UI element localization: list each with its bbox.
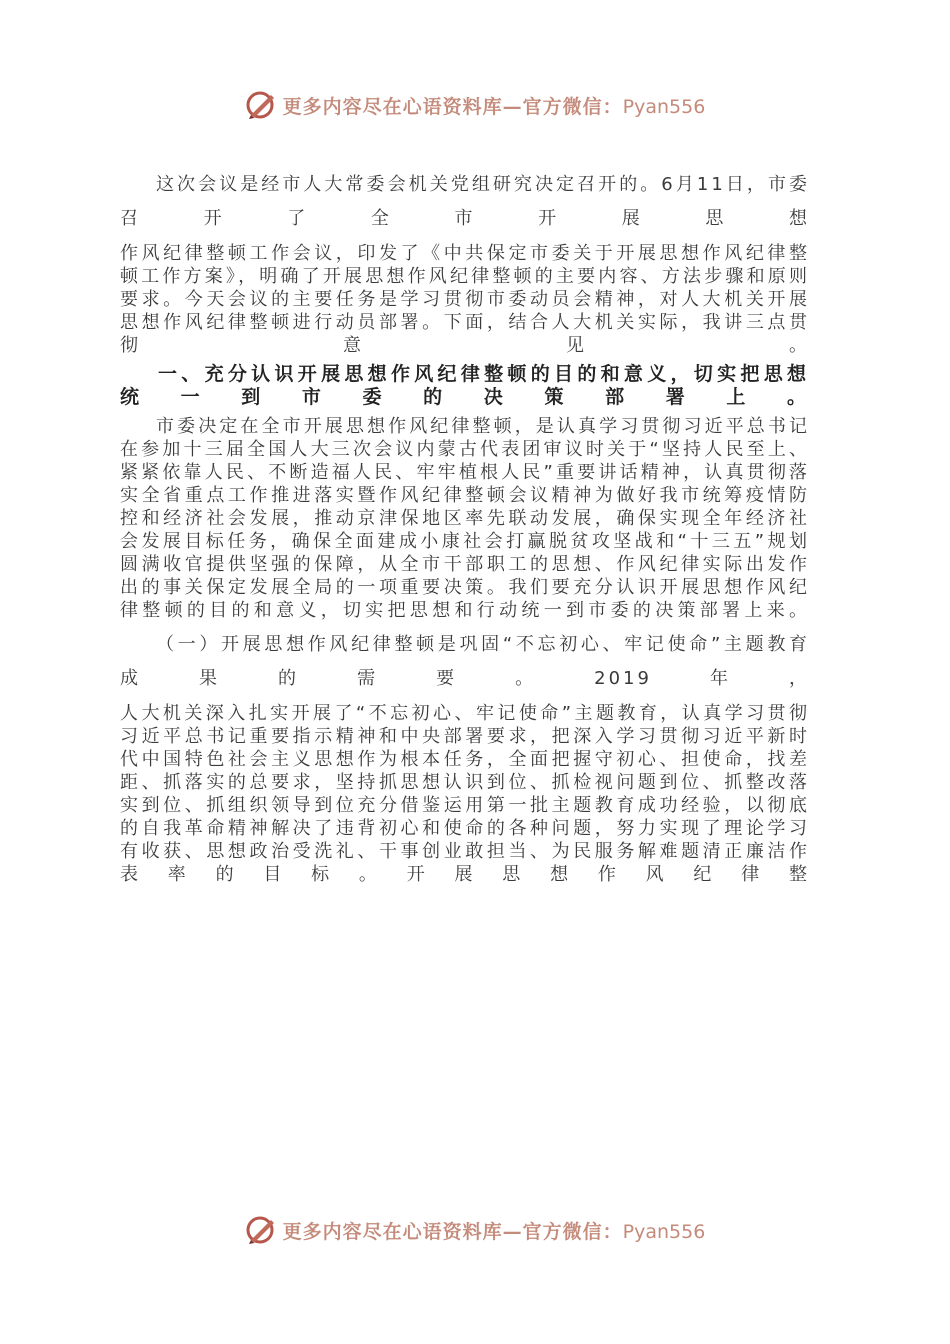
banner-slogan: 更多内容尽在心语资料库—官方微信： bbox=[282, 1220, 623, 1243]
banner-wechat-id: Pyan556 bbox=[622, 1220, 706, 1243]
pen-logo-icon bbox=[245, 1214, 277, 1246]
paragraph-subsection-1-lead: （一）开展思想作风纪律整顿是巩固“不忘初心、牢记使命”主题教育成果的需要。2019年， bbox=[120, 634, 810, 689]
paragraph-significance: 市委决定在全市开展思想作风纪律整顿，是认真学习贯彻习近平总书记在参加十三届全国人大三次会议内蒙古代表团审议时关于“坚持人民至上、紧紧依靠人民、不断造福人民、牢牢植根人民”重要讲话精神，认真贯彻落实全省重点工作推进落实暨作风纪律整顿会议精神为做好我市统筹疫情防控和经济社会发展，推动京津保地区率先联动发展，确保实现全年经济社会发展目标任务，确保全面建成小康社会打赢脱贫攻坚战和“十三五”规划圆满收官提供坚强的保障，从全市干部职工的思想、作风纪律实际出发作出的事关保定发展全局的一项重要决策。我们要充分认识开展思想作风纪律整顿的目的和意义，切实把思想和行动统一到市委的决策部署上来。 bbox=[120, 416, 810, 621]
banner-text bbox=[283, 92, 706, 119]
section-heading-1: 一、充分认识开展思想作风纪律整顿的目的和意义，切实把思想统一到市委的决策部署上。 bbox=[120, 363, 810, 408]
banner-slogan: 更多内容尽在心语资料库—官方微信： bbox=[282, 95, 623, 118]
banner-text bbox=[283, 1217, 706, 1244]
banner-wechat-id: Pyan556 bbox=[622, 95, 706, 118]
header-banner bbox=[0, 85, 950, 125]
document-body bbox=[120, 168, 810, 886]
paragraph-intro-lead: 这次会议是经市人大常委会机关党组研究决定召开的。6月11日，市委召开了全市开展思想 bbox=[120, 174, 810, 229]
paragraph-intro: 作风纪律整顿工作会议，印发了《中共保定市委关于开展思想作风纪律整顿工作方案》，明确了开展思想作风纪律整顿的主要内容、方法步骤和原则要求。今天会议的主要任务是学习贯彻市委动员会精神，对人大机关开展思想作风纪律整顿进行动员部署。下面，结合人大机关实际，我讲三点贯彻意见。 bbox=[120, 243, 810, 356]
paragraph-subsection-1: 人大机关深入扎实开展了“不忘初心、牢记使命”主题教育，认真学习贯彻习近平总书记重要指示精神和中央部署要求，把深入学习贯彻习近平新时代中国特色社会主义思想作为根本任务，全面把握守初心、担使命，找差距、抓落实的总要求，坚持抓思想认识到位、抓检视问题到位、抓整改落实到位、抓组织领导到位充分借鉴运用第一批主题教育成功经验，以彻底的自我革命精神解决了违背初心和使命的各种问题，努力实现了理论学习有收获、思想政治受洗礼、干事创业敢担当、为民服务解难题清正廉洁作表率的目标。开展思想作风纪律整 bbox=[120, 703, 810, 885]
pen-logo-icon bbox=[245, 89, 277, 121]
footer-banner bbox=[0, 1210, 950, 1250]
